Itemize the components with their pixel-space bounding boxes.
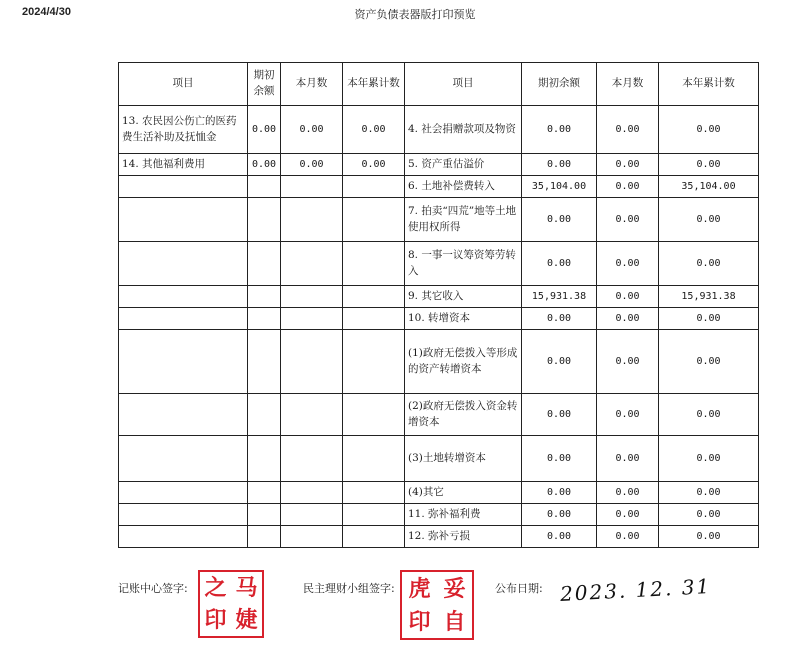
left-ytd-cell [343, 436, 405, 482]
right-ytd-cell: 0.00 [659, 308, 759, 330]
left-begin-cell [248, 198, 281, 242]
right-ytd-cell: 35,104.00 [659, 176, 759, 198]
publish-date-handwritten: 2023. 12. 31 [559, 574, 712, 606]
left-month-cell [281, 526, 343, 548]
right-month-cell: 0.00 [597, 482, 659, 504]
accounting_seal-char: 印 [204, 607, 227, 633]
left-month-cell [281, 436, 343, 482]
right-item-cell: 4. 社会捐赠款项及物资 [405, 106, 522, 154]
left-month-cell [281, 482, 343, 504]
right-ytd-cell: 0.00 [659, 482, 759, 504]
left-month-cell: 0.00 [281, 154, 343, 176]
left-begin-cell: 0.00 [248, 106, 281, 154]
right-item-cell: (2)政府无偿拨入资金转增资本 [405, 394, 522, 436]
right-month-cell: 0.00 [597, 286, 659, 308]
right-month-cell: 0.00 [597, 106, 659, 154]
left-month-cell [281, 504, 343, 526]
left-item-cell [119, 308, 248, 330]
left-ytd-cell [343, 526, 405, 548]
right-ytd-cell: 0.00 [659, 394, 759, 436]
header-left-ytd: 本年累计数 [343, 63, 405, 106]
right-item-cell: (3)土地转增资本 [405, 436, 522, 482]
table-row [119, 286, 759, 308]
table-row [119, 242, 759, 286]
left-ytd-cell: 0.00 [343, 106, 405, 154]
left-month-cell [281, 330, 343, 394]
table-row [119, 436, 759, 482]
committee_seal-char: 妥 [443, 575, 466, 602]
header-right-ytd: 本年累计数 [659, 63, 759, 106]
table-row [119, 504, 759, 526]
left-item-cell [119, 198, 248, 242]
right-begin-cell: 0.00 [522, 106, 597, 154]
right-month-cell: 0.00 [597, 330, 659, 394]
header-right-begin: 期初余额 [522, 63, 597, 106]
left-begin-cell [248, 308, 281, 330]
right-item-cell: 6. 土地补偿费转入 [405, 176, 522, 198]
right-ytd-cell: 0.00 [659, 526, 759, 548]
table-row [119, 482, 759, 504]
left-item-cell [119, 286, 248, 308]
left-begin-cell [248, 242, 281, 286]
table-header-row [119, 63, 759, 106]
right-month-cell: 0.00 [597, 176, 659, 198]
accounting-center-signature-label: 记账中心签字: [118, 582, 188, 595]
committee_seal-char: 印 [408, 608, 431, 635]
table-row [119, 176, 759, 198]
finance-committee-signature-label: 民主理财小组签字: [303, 582, 395, 595]
table-row [119, 526, 759, 548]
left-item-cell [119, 482, 248, 504]
header-left-item: 项目 [119, 63, 248, 106]
right-ytd-cell: 0.00 [659, 504, 759, 526]
left-begin-cell [248, 176, 281, 198]
left-begin-cell [248, 330, 281, 394]
left-month-cell [281, 242, 343, 286]
right-begin-cell: 0.00 [522, 330, 597, 394]
accounting_seal-char: 婕 [235, 607, 258, 633]
committee_seal-char: 虎 [408, 575, 431, 602]
table-row [119, 308, 759, 330]
table-row [119, 394, 759, 436]
right-month-cell: 0.00 [597, 308, 659, 330]
left-item-cell [119, 526, 248, 548]
right-item-cell: 12. 弥补亏损 [405, 526, 522, 548]
right-item-cell: (1)政府无偿拨入等形成的资产转增资本 [405, 330, 522, 394]
accounting-seal-stamp [198, 570, 264, 638]
left-item-cell [119, 330, 248, 394]
right-ytd-cell: 0.00 [659, 330, 759, 394]
right-ytd-cell: 0.00 [659, 242, 759, 286]
right-ytd-cell: 15,931.38 [659, 286, 759, 308]
right-begin-cell: 0.00 [522, 308, 597, 330]
left-begin-cell [248, 482, 281, 504]
right-item-cell: 11. 弥补福利费 [405, 504, 522, 526]
right-begin-cell: 15,931.38 [522, 286, 597, 308]
left-ytd-cell [343, 394, 405, 436]
print-date: 2024/4/30 [22, 6, 71, 18]
left-begin-cell [248, 436, 281, 482]
accounting_seal-char: 之 [204, 575, 227, 601]
left-item-cell [119, 436, 248, 482]
left-item-cell [119, 504, 248, 526]
right-month-cell: 0.00 [597, 394, 659, 436]
right-item-cell: 10. 转增资本 [405, 308, 522, 330]
right-begin-cell: 0.00 [522, 504, 597, 526]
right-month-cell: 0.00 [597, 504, 659, 526]
table-row [119, 198, 759, 242]
left-begin-cell [248, 504, 281, 526]
accounting_seal-char: 马 [235, 575, 258, 601]
right-begin-cell: 0.00 [522, 526, 597, 548]
left-item-cell [119, 176, 248, 198]
left-month-cell [281, 394, 343, 436]
left-ytd-cell [343, 504, 405, 526]
right-begin-cell: 0.00 [522, 154, 597, 176]
left-month-cell [281, 176, 343, 198]
table-row [119, 106, 759, 154]
committee_seal-char: 自 [443, 608, 466, 635]
left-month-cell [281, 198, 343, 242]
right-begin-cell: 0.00 [522, 198, 597, 242]
left-month-cell [281, 308, 343, 330]
header-right-item: 项目 [405, 63, 522, 106]
right-item-cell: 5. 资产重估溢价 [405, 154, 522, 176]
left-ytd-cell [343, 176, 405, 198]
left-ytd-cell [343, 242, 405, 286]
left-item-cell [119, 394, 248, 436]
committee-seal-stamp [400, 570, 474, 640]
right-ytd-cell: 0.00 [659, 154, 759, 176]
right-begin-cell: 35,104.00 [522, 176, 597, 198]
right-begin-cell: 0.00 [522, 482, 597, 504]
left-ytd-cell [343, 286, 405, 308]
right-item-cell: 7. 拍卖“四荒”地等土地使用权所得 [405, 198, 522, 242]
right-month-cell: 0.00 [597, 154, 659, 176]
right-month-cell: 0.00 [597, 198, 659, 242]
left-item-cell [119, 242, 248, 286]
left-item-cell: 13. 农民因公伤亡的医药费生活补助及抚恤金 [119, 106, 248, 154]
right-item-cell: 9. 其它收入 [405, 286, 522, 308]
table-row [119, 154, 759, 176]
left-month-cell [281, 286, 343, 308]
right-begin-cell: 0.00 [522, 394, 597, 436]
right-item-cell: 8. 一事一议筹资筹劳转入 [405, 242, 522, 286]
right-month-cell: 0.00 [597, 436, 659, 482]
right-ytd-cell: 0.00 [659, 106, 759, 154]
left-begin-cell [248, 394, 281, 436]
balance-sheet-table [118, 62, 759, 548]
left-begin-cell [248, 526, 281, 548]
left-ytd-cell [343, 308, 405, 330]
header-left-begin: 期初余额 [248, 63, 281, 106]
right-month-cell: 0.00 [597, 242, 659, 286]
right-item-cell: (4)其它 [405, 482, 522, 504]
table-row [119, 330, 759, 394]
left-begin-cell [248, 286, 281, 308]
right-begin-cell: 0.00 [522, 242, 597, 286]
left-ytd-cell [343, 482, 405, 504]
left-begin-cell: 0.00 [248, 154, 281, 176]
left-month-cell: 0.00 [281, 106, 343, 154]
left-ytd-cell: 0.00 [343, 154, 405, 176]
header-right-month: 本月数 [597, 63, 659, 106]
right-ytd-cell: 0.00 [659, 436, 759, 482]
page-title: 资产负债表器版打印预览 [354, 8, 476, 21]
left-item-cell: 14. 其他福利费用 [119, 154, 248, 176]
left-ytd-cell [343, 330, 405, 394]
header-left-month: 本月数 [281, 63, 343, 106]
right-month-cell: 0.00 [597, 526, 659, 548]
right-ytd-cell: 0.00 [659, 198, 759, 242]
publish-date-label: 公布日期: [495, 582, 543, 595]
right-begin-cell: 0.00 [522, 436, 597, 482]
left-ytd-cell [343, 198, 405, 242]
